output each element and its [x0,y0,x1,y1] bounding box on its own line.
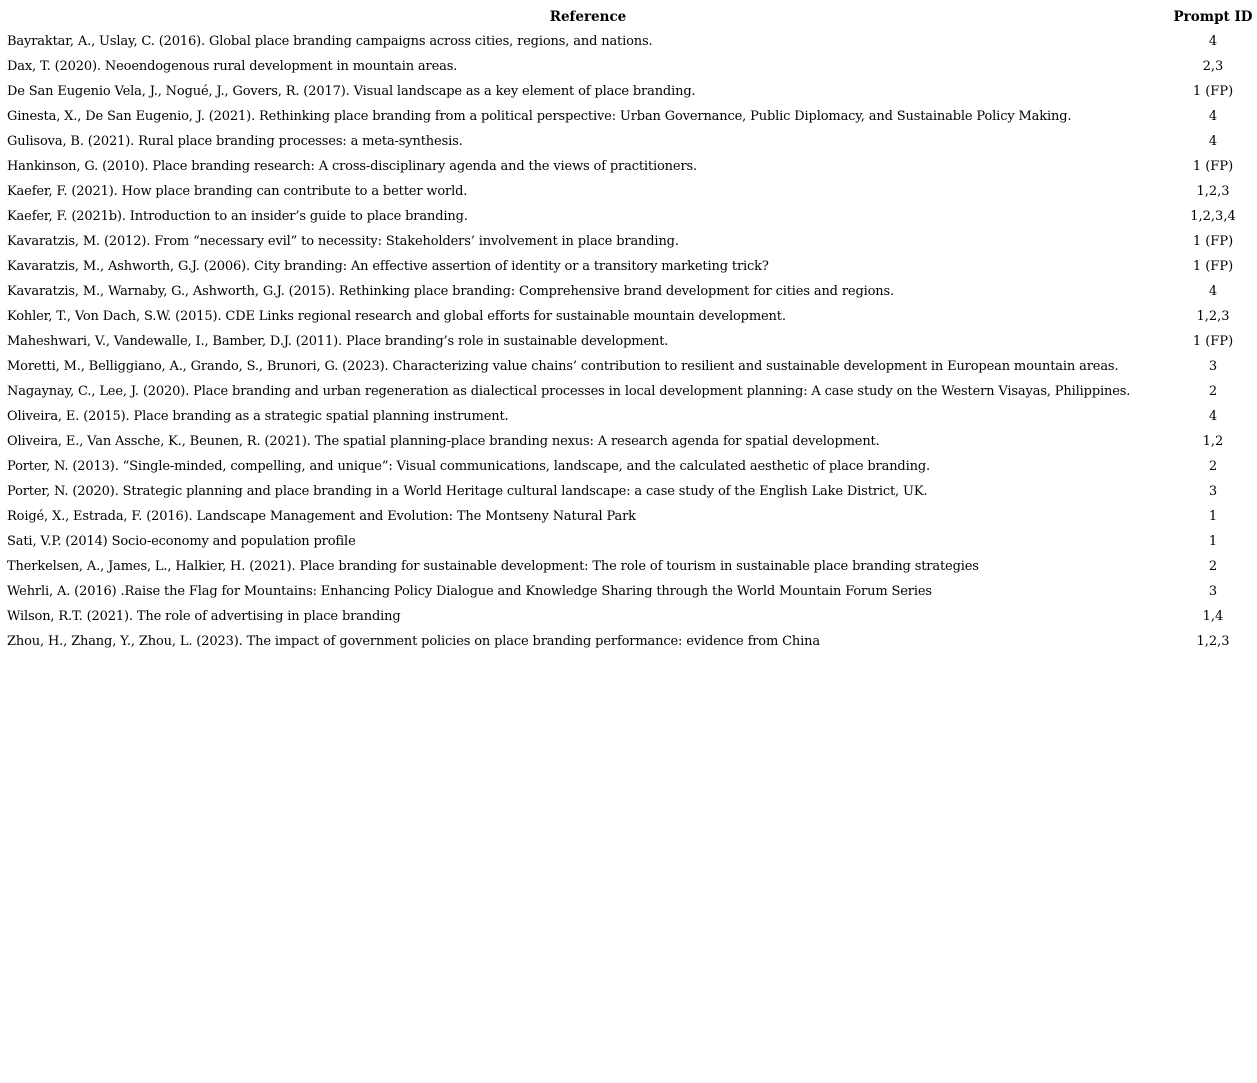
reference-cell: Zhou, H., Zhang, Y., Zhou, L. (2023). The impact of government policies on place branding performance: evidence from China [7,634,820,649]
table-row [4,54,1254,79]
table-row [4,79,1254,104]
reference-cell: Kaefer, F. (2021b). Introduction to an insider’s guide to place branding. [7,209,468,224]
prompt-id-cell: 4 [1208,34,1218,49]
reference-cell: Hankinson, G. (2010). Place branding research: A cross-disciplinary agenda and the views of practitioners. [7,159,698,174]
table-row [4,454,1254,479]
prompt-id-cell: 2 [1208,559,1218,574]
prompt-id-cell: 1,2,3,4 [1190,209,1236,224]
table-row [4,529,1254,554]
table-row [4,179,1254,204]
table-header-row [4,4,1254,29]
prompt-id-cell: 1 (FP) [1192,84,1234,99]
table-row [4,254,1254,279]
table-row [4,329,1254,354]
reference-cell: Bayraktar, A., Uslay, C. (2016). Global place branding campaigns across cities, regions, and nations. [7,34,653,49]
prompt-id-cell: 2 [1208,384,1218,399]
reference-cell: Roigé, X., Estrada, F. (2016). Landscape Management and Evolution: The Montseny Natural Park [7,509,636,524]
reference-cell: Ginesta, X., De San Eugenio, J. (2021). Rethinking place branding from a political perspective: Urban Governance, Public Diplomacy, and Sustainable Policy Making. [7,109,1072,124]
prompt-id-cell: 3 [1208,484,1218,499]
table-row [4,354,1254,379]
reference-cell: Porter, N. (2020). Strategic planning and place branding in a World Heritage cultural landscape: a case study of the English Lake District, UK. [7,484,928,499]
reference-cell: Moretti, M., Belliggiano, A., Grando, S., Brunori, G. (2023). Characterizing value chains’ contribution to resilient and sustainable development in European mountain areas. [7,359,1119,374]
reference-cell: Gulisova, B. (2021). Rural place branding processes: a meta-synthesis. [7,134,463,149]
table-body [4,29,1254,654]
reference-cell: Maheshwari, V., Vandewalle, I., Bamber, D.J. (2011). Place branding’s role in sustainable development. [7,334,669,349]
reference-cell: De San Eugenio Vela, J., Nogué, J., Govers, R. (2017). Visual landscape as a key element of place branding. [7,84,696,99]
prompt-id-cell: 1,2 [1202,434,1224,449]
prompt-id-cell: 4 [1208,409,1218,424]
reference-cell: Porter, N. (2013). “Single-minded, compelling, and unique”: Visual communications, landscape, and the calculated aesthetic of place branding. [7,459,930,474]
reference-cell: Nagaynay, C., Lee, J. (2020). Place branding and urban regeneration as dialectical processes in local development planning: A case study on the Western Visayas, Philippines. [7,384,1131,399]
reference-cell: Kaefer, F. (2021). How place branding can contribute to a better world. [7,184,468,199]
prompt-id-cell: 2 [1208,459,1218,474]
reference-cell: Wehrli, A. (2016) .Raise the Flag for Mountains: Enhancing Policy Dialogue and Knowledge Sharing through the World Mountain Forum Series [7,584,932,599]
reference-cell: Dax, T. (2020). Neoendogenous rural development in mountain areas. [7,59,458,74]
reference-cell: Kavaratzis, M. (2012). From “necessary evil” to necessity: Stakeholders’ involvement in place branding. [7,234,679,249]
prompt-id-cell: 1,2,3 [1196,309,1230,324]
prompt-id-column-header: Prompt ID [1173,8,1253,25]
prompt-id-cell: 1 [1208,534,1218,549]
table-row [4,279,1254,304]
reference-table [4,4,1254,654]
table-row [4,604,1254,629]
table-row [4,129,1254,154]
table-row [4,154,1254,179]
table-row [4,229,1254,254]
reference-cell: Kavaratzis, M., Warnaby, G., Ashworth, G.J. (2015). Rethinking place branding: Comprehensive brand development for cities and regions. [7,284,895,299]
table-row [4,579,1254,604]
reference-cell: Kavaratzis, M., Ashworth, G.J. (2006). City branding: An effective assertion of identity or a transitory marketing trick? [7,259,769,274]
table-row [4,429,1254,454]
prompt-id-cell: 4 [1208,109,1218,124]
reference-column-header: Reference [549,8,627,25]
reference-cell: Kohler, T., Von Dach, S.W. (2015). CDE Links regional research and global efforts for sustainable mountain development. [7,309,786,324]
prompt-id-cell: 4 [1208,134,1218,149]
prompt-id-cell: 4 [1208,284,1218,299]
prompt-id-cell: 1,2,3 [1196,634,1230,649]
table-row [4,629,1254,654]
prompt-id-cell: 2,3 [1202,59,1224,74]
table-row [4,304,1254,329]
prompt-id-cell: 1 (FP) [1192,259,1234,274]
prompt-id-cell: 3 [1208,584,1218,599]
table-row [4,104,1254,129]
prompt-id-cell: 1 [1208,509,1218,524]
reference-cell: Wilson, R.T. (2021). The role of advertising in place branding [7,609,401,624]
reference-cell: Sati, V.P. (2014) Socio-economy and population profile [7,534,356,549]
prompt-id-cell: 3 [1208,359,1218,374]
prompt-id-cell: 1 (FP) [1192,334,1234,349]
table-row [4,29,1254,54]
prompt-id-cell: 1 (FP) [1192,159,1234,174]
prompt-id-cell: 1,2,3 [1196,184,1230,199]
table-row [4,479,1254,504]
table-row [4,554,1254,579]
prompt-id-cell: 1 (FP) [1192,234,1234,249]
reference-cell: Oliveira, E., Van Assche, K., Beunen, R. (2021). The spatial planning-place branding nexus: A research agenda for spatial development. [7,434,880,449]
reference-cell: Therkelsen, A., James, L., Halkier, H. (2021). Place branding for sustainable development: The role of tourism in sustainable place branding strategies [7,559,979,574]
table-row [4,379,1254,404]
table-row [4,204,1254,229]
prompt-id-cell: 1,4 [1202,609,1224,624]
reference-cell: Oliveira, E. (2015). Place branding as a strategic spatial planning instrument. [7,409,509,424]
table-row [4,504,1254,529]
table-row [4,404,1254,429]
